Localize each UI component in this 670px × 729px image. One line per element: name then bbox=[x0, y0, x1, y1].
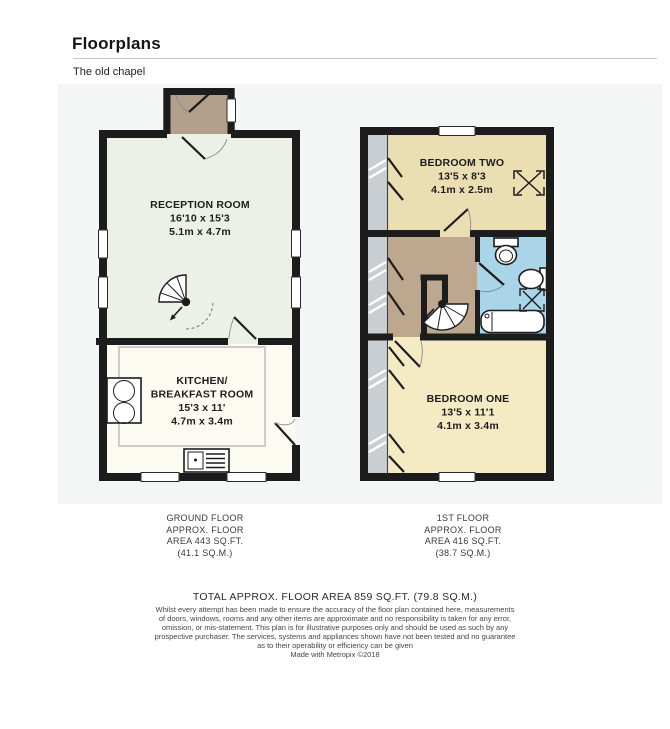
ground-floor-plan bbox=[94, 84, 304, 484]
disclaimer-text: Whilst every attempt has been made to ensure the accuracy of the floor plan contained here, measurements of doors, windows, rooms and any other items are approximate and no responsibility is taken for any error, omission, or mis-statement. This plan is for illustrative purposes only and should be used as such by any prospective purchaser. The services, systems and appliances shown have not been tested and no guarantee as to their operability or efficiency can be given Made with Metropix ©2018 bbox=[60, 605, 610, 659]
total-floor-area: TOTAL APPROX. FLOOR AREA 859 SQ.FT. (79.8 SQ.M.) bbox=[192, 591, 478, 603]
ground-floor-caption: GROUND FLOOR APPROX. FLOOR AREA 443 SQ.FT. (41.1 SQ.M.) bbox=[166, 513, 244, 558]
entrance-porch bbox=[163, 88, 236, 138]
toilet-icon bbox=[494, 238, 518, 265]
property-name: The old chapel bbox=[73, 66, 146, 78]
first-floor-caption: 1ST FLOOR APPROX. FLOOR AREA 416 SQ.FT. (38.7 SQ.M.) bbox=[424, 513, 502, 558]
title-divider bbox=[73, 58, 657, 59]
porch-window bbox=[227, 99, 236, 122]
first-floor-plan bbox=[356, 112, 558, 504]
reception-room-size-imperial: 16'10 x 15'3 bbox=[170, 212, 230, 225]
kitchen-label-line2: BREAKFAST ROOM bbox=[150, 388, 254, 401]
bedroom-two-size-metric: 4.1m x 2.5m bbox=[431, 184, 493, 196]
bedroom-one-size-imperial: 13'5 x 11'1 bbox=[441, 406, 495, 419]
bedroom-one-size-metric: 4.1m x 3.4m bbox=[437, 420, 499, 432]
reception-room-label: RECEPTION ROOM bbox=[150, 199, 250, 211]
reception-room-area bbox=[103, 134, 296, 344]
bedroom-two-label: BEDROOM TWO bbox=[419, 157, 505, 169]
hob-icon bbox=[102, 378, 141, 424]
bathtub-icon bbox=[481, 311, 544, 333]
kitchen-label-line1: KITCHEN/ bbox=[176, 375, 228, 387]
kitchen-size-imperial: 15'3 x 11' bbox=[178, 402, 226, 414]
sink-drainer-icon bbox=[184, 449, 229, 472]
basin-icon bbox=[519, 268, 547, 290]
kitchen-size-metric: 4.7m x 3.4m bbox=[171, 415, 233, 428]
bedroom-two-size-imperial: 13'5 x 8'3 bbox=[438, 170, 486, 183]
reception-room-size-metric: 5.1m x 4.7m bbox=[169, 226, 231, 238]
bedroom-one-label: BEDROOM ONE bbox=[426, 393, 510, 405]
metropix-credit: Made with Metropix ©2018 bbox=[290, 650, 380, 659]
page-title: Floorplans bbox=[72, 34, 161, 53]
